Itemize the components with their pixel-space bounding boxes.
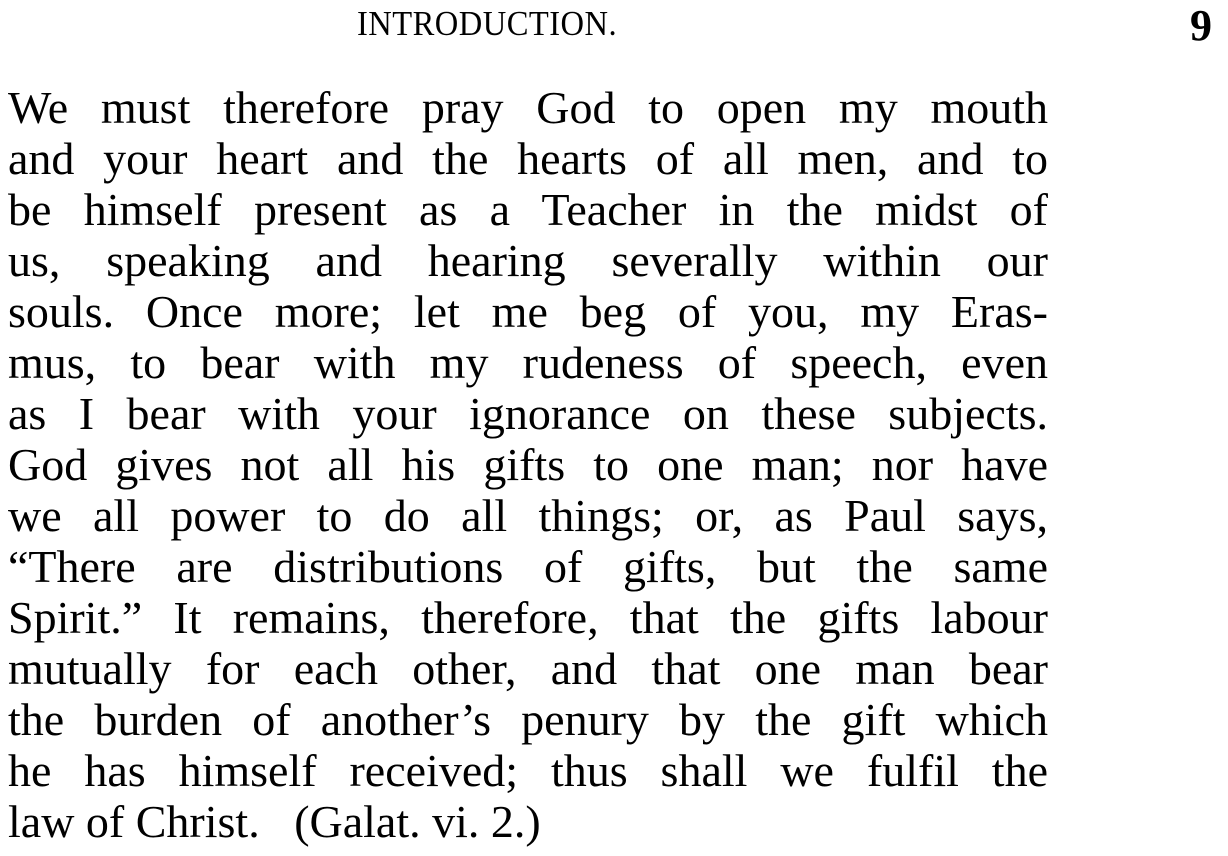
text-line: We must therefore pray God to open my mouth — [8, 82, 1048, 133]
text-line: “There are distributions of gifts, but the same — [8, 541, 1048, 592]
text-line: us, speaking and hearing severally within our — [8, 235, 1048, 286]
text-line: he has himself received; thus shall we fulfil the — [8, 745, 1048, 796]
body-paragraph — [8, 82, 1048, 847]
text-line: we all power to do all things; or, as Paul says, — [8, 490, 1048, 541]
text-line: Spirit.” It remains, therefore, that the gifts labour — [8, 592, 1048, 643]
page-number: 9 — [1190, 1, 1212, 50]
running-head — [0, 2, 1228, 48]
text-line: as I bear with your ignorance on these subjects. — [8, 388, 1048, 439]
text-line: mus, to bear with my rudeness of speech, even — [8, 337, 1048, 388]
text-line: souls. Once more; let me beg of you, my Eras- — [8, 286, 1048, 337]
text-line: the burden of another’s penury by the gift which — [8, 694, 1048, 745]
text-line: God gives not all his gifts to one man; nor have — [8, 439, 1048, 490]
text-line: be himself present as a Teacher in the midst of — [8, 184, 1048, 235]
text-line: and your heart and the hearts of all men, and to — [8, 133, 1048, 184]
text-line: mutually for each other, and that one man bear — [8, 643, 1048, 694]
running-head-title: INTRODUCTION. — [357, 4, 618, 43]
text-line-last: law of Christ. (Galat. vi. 2.) — [8, 796, 541, 847]
